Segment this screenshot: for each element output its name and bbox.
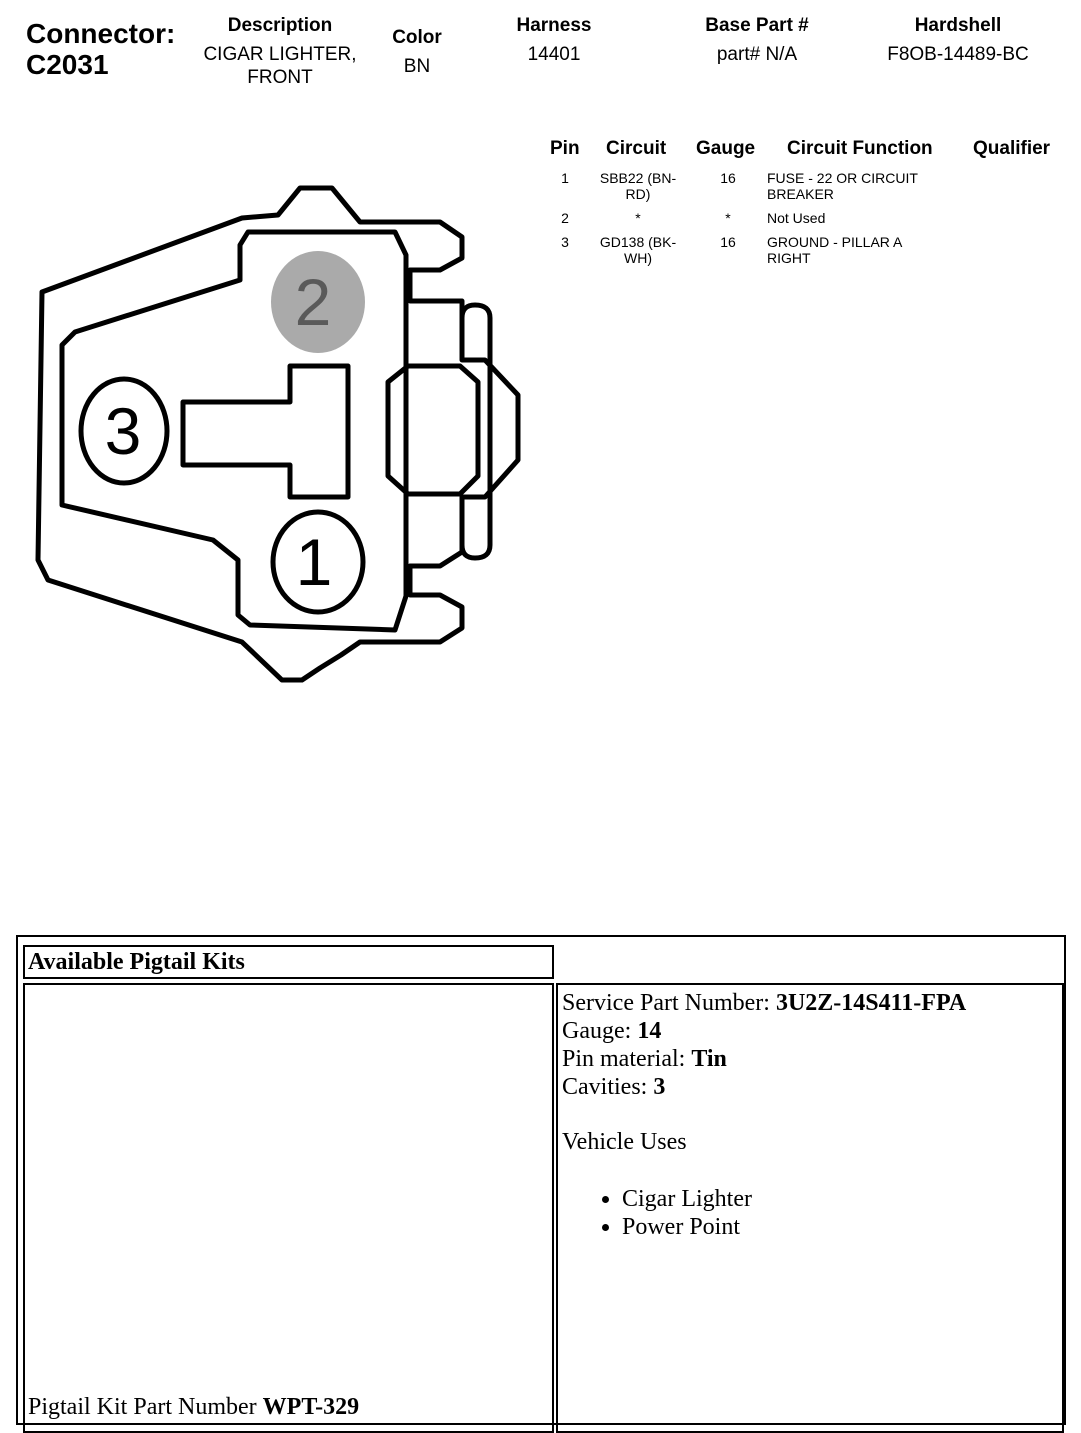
pin-table-header-pin: Pin [550, 138, 580, 159]
pigtail-kit-label: Pigtail Kit Part Number [28, 1394, 263, 1420]
pin-number: 1 [561, 170, 569, 186]
pin-circuit: GD138 (BK- WH) [599, 234, 677, 266]
gauge-value: 14 [637, 1018, 662, 1044]
pigtail-info [562, 989, 966, 1241]
pin-table-header-gauge: Gauge [696, 138, 756, 159]
pigtail-info-cell [556, 983, 1064, 1433]
pin-table-header-function: Circuit Function [787, 138, 933, 159]
pin-cavity-2 [271, 251, 365, 353]
connector-face-diagram [30, 180, 530, 690]
connector-label: Connector: [26, 18, 176, 49]
header-label-harness: Harness [516, 15, 592, 36]
header-col-color [372, 26, 462, 78]
vehicle-uses-label: Vehicle Uses [562, 1129, 687, 1155]
header-value-description: CIGAR LIGHTER, FRONT [203, 44, 357, 88]
service-part-line [562, 989, 966, 1017]
pin-cavity-1 [273, 512, 363, 612]
pin-table-header-qualifier: Qualifier [973, 138, 1051, 159]
service-part-label: Service Part Number: [562, 990, 776, 1016]
pin-table-header-circuit: Circuit [606, 138, 667, 159]
header-label-hardshell: Hardshell [914, 15, 1002, 36]
pin-function: Not Used [767, 210, 826, 226]
pin-gauge: 16 [720, 234, 736, 250]
pin-material-value: Tin [691, 1046, 727, 1072]
pigtail-heading: Available Pigtail Kits [23, 945, 554, 979]
pin-circuit: SBB22 (BN- RD) [599, 170, 677, 202]
header-value-base-part: part# N/A [716, 44, 798, 65]
header-col-harness [484, 14, 624, 66]
pin-function: GROUND - PILLAR A RIGHT [767, 234, 903, 266]
pin-label-3: 3 [104, 394, 142, 468]
pin-material-line [562, 1045, 966, 1073]
pin-label-2: 2 [294, 265, 332, 339]
connector-title [26, 18, 175, 80]
cavities-label: Cavities: [562, 1074, 654, 1100]
header-col-hardshell [868, 14, 1048, 66]
header-col-description [180, 14, 380, 89]
connector-latch [388, 366, 478, 494]
cavities-value: 3 [653, 1074, 666, 1100]
pigtail-kit-value: WPT-329 [262, 1394, 360, 1420]
pin-function: FUSE - 22 OR CIRCUIT BREAKER [767, 170, 918, 202]
cavities-line [562, 1073, 966, 1101]
gauge-line [562, 1017, 966, 1045]
header-value-harness: 14401 [527, 44, 581, 65]
pigtail-kit-cell [23, 983, 554, 1433]
connector-id: C2031 [26, 49, 109, 80]
pin-gauge: 16 [720, 170, 736, 186]
header-label-color: Color [392, 27, 442, 48]
service-part-value: 3U2Z-14S411-FPA [775, 990, 967, 1016]
header-col-base-part [672, 14, 842, 66]
pin-gauge: * [725, 210, 731, 226]
pin-circuit: * [635, 210, 641, 226]
header-label-base-part: Base Part # [705, 15, 809, 36]
list-item: • Power Point [622, 1213, 966, 1241]
pin-number: 3 [561, 234, 569, 250]
list-item: • Cigar Lighter [622, 1185, 966, 1213]
header-label-description: Description [227, 15, 333, 36]
pin-cavity-3 [81, 379, 167, 483]
pin-number: 2 [561, 210, 569, 226]
pin-material-label: Pin material: [562, 1046, 692, 1072]
header-value-color: BN [403, 56, 431, 77]
header-value-hardshell: F8OB-14489-BC [887, 44, 1029, 65]
gauge-label: Gauge: [562, 1018, 638, 1044]
pin-label-1: 1 [295, 525, 333, 599]
pigtail-kits-section [16, 935, 1066, 1425]
vehicle-uses-list [562, 1185, 966, 1241]
connector-key-tab [183, 366, 348, 497]
